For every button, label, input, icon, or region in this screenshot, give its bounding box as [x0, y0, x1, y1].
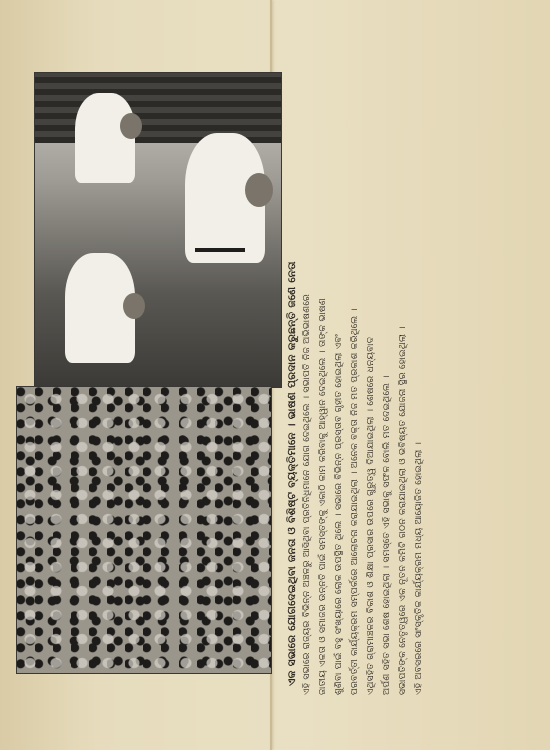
text-column: ପରବର୍ତ୍ତୀ କାର୍ଯ୍ୟକ୍ରମ ସମ୍ପର୍କରେ ଆଲୋଚନା କରାଯାଇଥିଲା । ଅନେକ ବକ୍ତା ନିଜ ମତ ପ୍ରକାଶ କରିଥିଲେ ।: [350, 308, 360, 695]
photo-caption: ଏକ ସଭାରେ ଯୋଗଦେଇଥିବା ଜନତା ଓ ବିଶିଷ୍ଟ ବ୍ୟକ୍ତିମାନେ । ଭାଷଣ ପ୍ରଦାନ କରୁଛନ୍ତି ଜଣେ ନେତା: [286, 261, 298, 686]
speaker-head: [245, 173, 273, 207]
standing-head: [123, 293, 145, 319]
text-column: ଶୁଣିବା ପାଇଁ ବହୁ ସଂଖ୍ୟାରେ ଲୋକ ଉପସ୍ଥିତ ଥିଲେ । ସଭାରେ ବିଭିନ୍ନ ପ୍ରସ୍ତାବ ଗୃହୀତ ହୋଇଥିଲା ଏବଂ: [334, 333, 344, 695]
text-column: ଏହି ସଭାରେ ରାଜ୍ୟର ବିଭିନ୍ନ ଅଞ୍ଚଳରୁ ଆସିଥିବା ପ୍ରତିନିଧିମାନେ ଯୋଗ ଦେଇଥିଲେ । ସଭାପତି ନିଜ ଅଭିଭାଷଣରେ: [302, 293, 312, 695]
text-column: ଅର୍ପଣ ସହିତ ସଭା ଶେଷ ହୋଇଥିଲା । ସମସ୍ତେ ଏହି ସଭାକୁ ସଫଳ ବୋଲି ମତ ଦେଇଥିଲେ ।: [382, 375, 392, 695]
text-column: ଏଥିସହିତ ଗ୍ରାମାଞ୍ଚଳର ବିକାଶ ଓ ଶିକ୍ଷା ପ୍ରସାର ଉପରେ ଗୁରୁତ୍ୱ ଦିଆଯାଇଥିଲା । ଶେଷରେ ଧନ୍ୟବାଦ: [366, 336, 376, 695]
text-column: ଜାତୀୟ ଏକତା ଓ ସମାଜର ଉନ୍ନତି ପାଇଁ ସମସ୍ତଙ୍କୁ ଏକାଠି କାମ କରିବାକୁ ଆହ୍ୱାନ ଦେଇଥିଲେ । ତାଙ୍କ ଭାଷଣ: [318, 298, 328, 695]
seated-head: [120, 113, 142, 139]
crowd-photo: [16, 386, 272, 674]
speaker-photo: [34, 72, 282, 388]
microphone: [195, 248, 245, 252]
text-column: ସଭାପତିଙ୍କ ନେତୃତ୍ୱରେ ଏକ ନୂତନ କମିଟି ଗଠନ କରାଯାଇଥିଲା ଓ ଭବିଷ୍ୟତ ଯୋଜନା ସ୍ଥିର ହୋଇଥିଲା ।: [398, 326, 408, 695]
stage-backdrop: [35, 73, 281, 143]
text-column: ଏହି ଅବସରରେ ସାଂସ୍କୃତିକ କାର୍ଯ୍ୟକ୍ରମ ମଧ୍ୟ ଆୟୋଜିତ ହୋଇଥିଲା ।: [414, 441, 424, 695]
